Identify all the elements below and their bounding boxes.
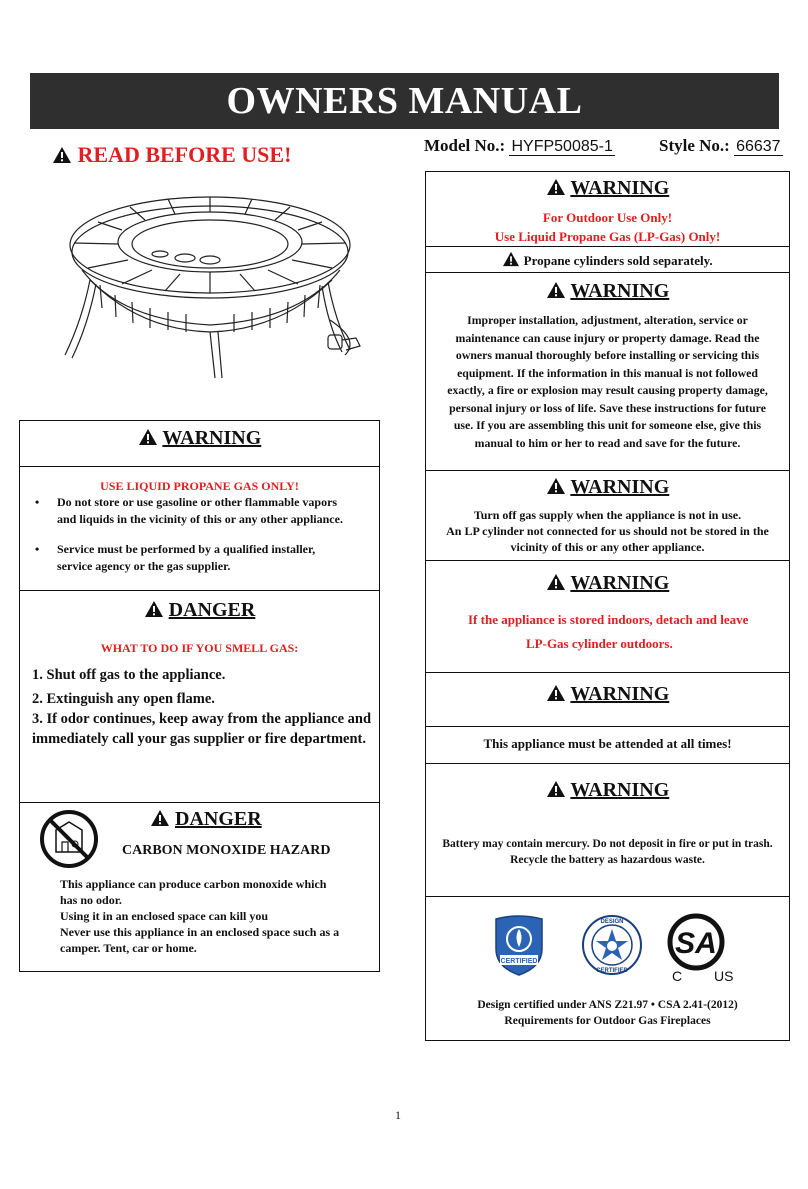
danger-gas-subtitle: WHAT TO DO IF YOU SMELL GAS: bbox=[100, 641, 299, 655]
bullet-text: and liquids in the vicinity of this or any other appliance. bbox=[57, 512, 343, 526]
warning-battery-title bbox=[425, 779, 790, 802]
warning-gas-supply-body bbox=[425, 507, 790, 555]
body-line: manual to him or her to read and save for the future. bbox=[474, 435, 741, 450]
warning-attended-title bbox=[425, 683, 790, 706]
divider bbox=[425, 672, 790, 673]
warning-triangle-icon bbox=[546, 573, 566, 591]
bullet-text: Do not store or use gasoline or other flammable vapors bbox=[57, 495, 338, 509]
danger-co-body bbox=[60, 876, 375, 956]
danger-gas-title bbox=[19, 599, 380, 622]
divider bbox=[425, 246, 790, 247]
danger-co-title-text: DANGER bbox=[175, 808, 262, 830]
csa-c-text: C bbox=[672, 968, 683, 984]
warning-indoor-storage-title-text: WARNING bbox=[570, 572, 670, 594]
warning-installation-title bbox=[425, 280, 790, 303]
danger-co-line: Using it in an enclosed space can kill you bbox=[60, 909, 269, 923]
warning-triangle-icon bbox=[546, 780, 566, 798]
warning-outdoor-line: Use Liquid Propane Gas (LP-Gas) Only! bbox=[494, 229, 721, 244]
certified-logo bbox=[488, 913, 550, 977]
danger-co-line: This appliance can produce carbon monoxide which bbox=[60, 877, 327, 891]
warning-triangle-icon bbox=[150, 809, 170, 827]
warning-outdoor-title-text: WARNING bbox=[570, 177, 670, 199]
body-line: maintenance can cause injury or property damage. Read the bbox=[455, 330, 760, 345]
body-line: vicinity of this or any other appliance. bbox=[510, 540, 705, 554]
model-label: Model No.: bbox=[424, 136, 506, 155]
warning-triangle-icon bbox=[546, 178, 566, 196]
divider bbox=[19, 802, 380, 803]
page-title: OWNERS MANUAL bbox=[30, 73, 779, 129]
left-warning-bullets bbox=[35, 494, 375, 575]
warning-attended-title-text: WARNING bbox=[570, 683, 670, 705]
danger-co-title bbox=[150, 808, 280, 831]
body-line: personal injury or loss of life. Save these instructions for future bbox=[449, 400, 766, 415]
divider bbox=[425, 896, 790, 897]
body-line: Recycle the battery as hazardous waste. bbox=[510, 854, 705, 866]
warning-installation-title-text: WARNING bbox=[570, 280, 670, 302]
warning-triangle-icon bbox=[502, 251, 520, 267]
warning-indoor-storage-line1: If the appliance is stored indoors, detach and leave bbox=[468, 612, 749, 627]
warning-indoor-storage-line2: LP-Gas cylinder outdoors. bbox=[526, 636, 673, 651]
warning-triangle-icon bbox=[144, 600, 164, 618]
left-warning-subtitle: USE LIQUID PROPANE GAS ONLY! bbox=[100, 479, 299, 493]
warning-triangle-icon bbox=[546, 477, 566, 495]
warning-installation-body bbox=[428, 312, 787, 452]
body-line: equipment. If the information in this manual is not followed bbox=[457, 365, 758, 380]
csa-us-text: US bbox=[714, 968, 734, 984]
body-line: owners manual thoroughly before installing or servicing this bbox=[455, 348, 760, 362]
no-indoor-use-icon bbox=[38, 808, 100, 870]
danger-co-line: camper. Tent, car or home. bbox=[60, 941, 197, 955]
fire-pit-illustration bbox=[60, 180, 370, 380]
warning-triangle-icon bbox=[138, 428, 158, 446]
divider bbox=[19, 590, 380, 591]
warning-outdoor-body bbox=[425, 208, 790, 246]
body-line: use. If you are assembling this unit for someone else, give this bbox=[453, 418, 762, 432]
warning-battery-body bbox=[425, 836, 790, 868]
divider bbox=[19, 466, 380, 467]
step-2: 2. Extinguish any open flame. bbox=[32, 691, 215, 707]
body-line: Turn off gas supply when the appliance is not in use. bbox=[473, 508, 742, 522]
read-before-use bbox=[52, 142, 291, 168]
danger-co-subtitle: CARBON MONOXIDE HAZARD bbox=[122, 843, 331, 858]
left-warning-title bbox=[19, 427, 380, 450]
danger-gas-steps bbox=[32, 665, 380, 749]
step-3-cont: immediately call your gas supplier or fire department. bbox=[32, 731, 367, 747]
csa-logo bbox=[656, 910, 742, 986]
step-3: 3. If odor continues, keep away from the appliance and bbox=[32, 711, 372, 727]
body-line: Battery may contain mercury. Do not deposit in fire or put in trash. bbox=[442, 838, 773, 850]
divider bbox=[425, 726, 790, 727]
warning-triangle-icon bbox=[546, 684, 566, 702]
style-value: 66637 bbox=[736, 138, 781, 155]
model-number bbox=[424, 136, 615, 156]
warning-battery-title-text: WARNING bbox=[570, 779, 670, 801]
divider bbox=[425, 470, 790, 471]
warning-indoor-storage-title bbox=[425, 572, 790, 595]
warning-attended-text: This appliance must be attended at all times! bbox=[483, 736, 732, 751]
bullet-item bbox=[35, 494, 375, 528]
csa-text: SA bbox=[675, 927, 717, 960]
body-line: exactly, a fire or explosion may result causing property damage, bbox=[447, 383, 768, 397]
body-line: Improper installation, adjustment, alteration, service or bbox=[467, 313, 748, 327]
divider bbox=[425, 272, 790, 273]
warning-outdoor-title bbox=[425, 177, 790, 200]
certified-logo-text: CERTIFIED bbox=[500, 958, 538, 965]
bullet-dot: • bbox=[35, 495, 40, 509]
design-logo-top: DESIGN bbox=[600, 919, 624, 925]
bullet-text: service agency or the gas supplier. bbox=[57, 559, 231, 573]
danger-gas-title-text: DANGER bbox=[168, 599, 256, 621]
style-number bbox=[659, 136, 783, 156]
divider bbox=[425, 763, 790, 764]
divider bbox=[425, 560, 790, 561]
danger-co-line: has no odor. bbox=[60, 893, 122, 907]
design-logo-bottom: CERTIFIED bbox=[596, 968, 628, 974]
warning-triangle-icon bbox=[52, 146, 72, 164]
warning-gas-supply-title bbox=[425, 476, 790, 499]
warning-gas-supply-title-text: WARNING bbox=[570, 476, 670, 498]
style-label: Style No.: bbox=[659, 136, 730, 155]
warning-triangle-icon bbox=[546, 281, 566, 299]
read-before-use-text: READ BEFORE USE! bbox=[77, 142, 292, 167]
bullet-dot: • bbox=[35, 542, 40, 556]
design-certified-logo bbox=[580, 913, 644, 977]
body-line: An LP cylinder not connected for us should not be stored in the bbox=[446, 524, 769, 538]
bullet-text: Service must be performed by a qualified installer, bbox=[57, 542, 316, 556]
bullet-item bbox=[35, 541, 375, 575]
danger-co-line: Never use this appliance in an enclosed space such as a bbox=[60, 925, 340, 939]
certification-line: Design certified under ANS Z21.97 • CSA 2.41-(2012) bbox=[477, 999, 738, 1011]
certification-line: Requirements for Outdoor Gas Fireplaces bbox=[504, 1015, 711, 1027]
propane-note-text: Propane cylinders sold separately. bbox=[523, 253, 713, 268]
page-number: 1 bbox=[395, 1108, 401, 1122]
warning-outdoor-line: For Outdoor Use Only! bbox=[542, 210, 673, 225]
step-1: 1. Shut off gas to the appliance. bbox=[32, 667, 226, 683]
model-value: HYFP50085-1 bbox=[511, 138, 613, 155]
certification-text bbox=[425, 997, 790, 1029]
left-warning-title-text: WARNING bbox=[162, 427, 262, 449]
propane-note bbox=[425, 251, 790, 269]
